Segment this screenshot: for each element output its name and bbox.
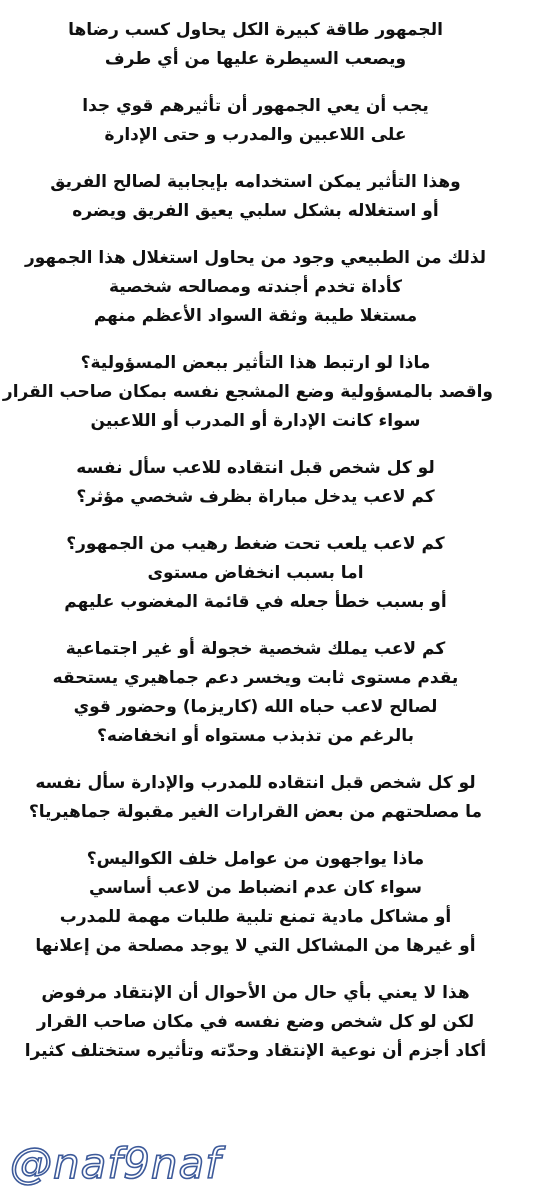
paragraph — [18, 845, 493, 961]
paragraph — [18, 530, 493, 617]
text-line: ما مصلحتهم من بعض القرارات الغير مقبولة جماهيريا؟ — [28, 802, 483, 822]
text-line: هذا لا يعني بأي حال من الأحوال أن الإنتقاد مرفوض — [41, 983, 470, 1003]
text-line: لصالح لاعب حباه الله (كاريزما) وحضور قوي — [73, 697, 438, 717]
text-line: بالرغم من تذبذب مستواه أو انخفاضه؟ — [97, 726, 414, 746]
text-line: لو كل شخص قبل انتقاده للاعب سأل نفسه — [76, 458, 435, 478]
text-line: يقدم مستوى ثابت ويخسر دعم جماهيري يستحقه — [52, 668, 459, 688]
text-line: سواء كانت الإدارة أو المدرب أو اللاعبين — [90, 411, 421, 431]
text-line: لو كل شخص قبل انتقاده للمدرب والإدارة سأل نفسه — [35, 773, 476, 793]
paragraph — [18, 454, 493, 512]
paragraph — [18, 769, 493, 827]
paragraph — [18, 16, 493, 74]
text-line: يجب أن يعي الجمهور أن تأثيرهم قوي جدا — [82, 96, 429, 116]
text-line: أكاد أجزم أن نوعية الإنتقاد وحدّته وتأثيره ستختلف كثيرا — [24, 1041, 487, 1061]
text-line: ماذا لو ارتبط هذا التأثير ببعض المسؤولية؟ — [80, 353, 431, 373]
text-line: مستغلا طيبة وثقة السواد الأعظم منهم — [93, 306, 418, 326]
text-line: واقصد بالمسؤولية وضع المشجع نفسه بمكان صاحب القرار — [2, 382, 493, 402]
text-line: أو استغلاله بشكل سلبي يعيق الفريق ويضره — [72, 201, 439, 221]
text-line: أو غيرها من المشاكل التي لا يوجد مصلحة من إعلانها — [35, 936, 476, 956]
text-line: الجمهور طاقة كبيرة الكل يحاول كسب رضاها — [68, 20, 443, 40]
paragraph — [18, 244, 493, 331]
text-line: كم لاعب يدخل مباراة بظرف شخصي مؤثر؟ — [76, 487, 435, 507]
text-line: لكن لو كل شخص وضع نفسه في مكان صاحب القرار — [36, 1012, 475, 1032]
text-line: على اللاعبين والمدرب و حتى الإدارة — [104, 125, 407, 145]
text-line: لذلك من الطبيعي وجود من يحاول استغلال هذا الجمهور — [24, 248, 487, 268]
paragraph — [18, 979, 493, 1066]
text-line: ويصعب السيطرة عليها من أي طرف — [104, 49, 407, 69]
paragraph — [2, 349, 493, 436]
author-signature: @naf9naf — [10, 1139, 222, 1188]
paragraph — [18, 168, 493, 226]
paragraph — [18, 635, 493, 751]
article-body — [2, 16, 493, 1084]
text-line: أو بسبب خطأ جعله في قائمة المغضوب عليهم — [64, 592, 447, 612]
text-line: وهذا التأثير يمكن استخدامه بإيجابية لصالح الفريق — [50, 172, 461, 192]
paragraph — [18, 92, 493, 150]
text-line: أو مشاكل مادية تمنع تلبية طلبات مهمة للمدرب — [59, 907, 452, 927]
text-line: اما بسبب انخفاض مستوى — [147, 563, 364, 583]
text-line: كم لاعب يلعب تحت ضغط رهيب من الجمهور؟ — [66, 534, 445, 554]
text-line: سواء كان عدم انضباط من لاعب أساسي — [89, 878, 422, 898]
text-line: كم لاعب يملك شخصية خجولة أو غير اجتماعية — [65, 639, 446, 659]
text-line: كأداة تخدم أجندته ومصالحه شخصية — [108, 277, 403, 297]
text-line: ماذا يواجهون من عوامل خلف الكواليس؟ — [86, 849, 425, 869]
